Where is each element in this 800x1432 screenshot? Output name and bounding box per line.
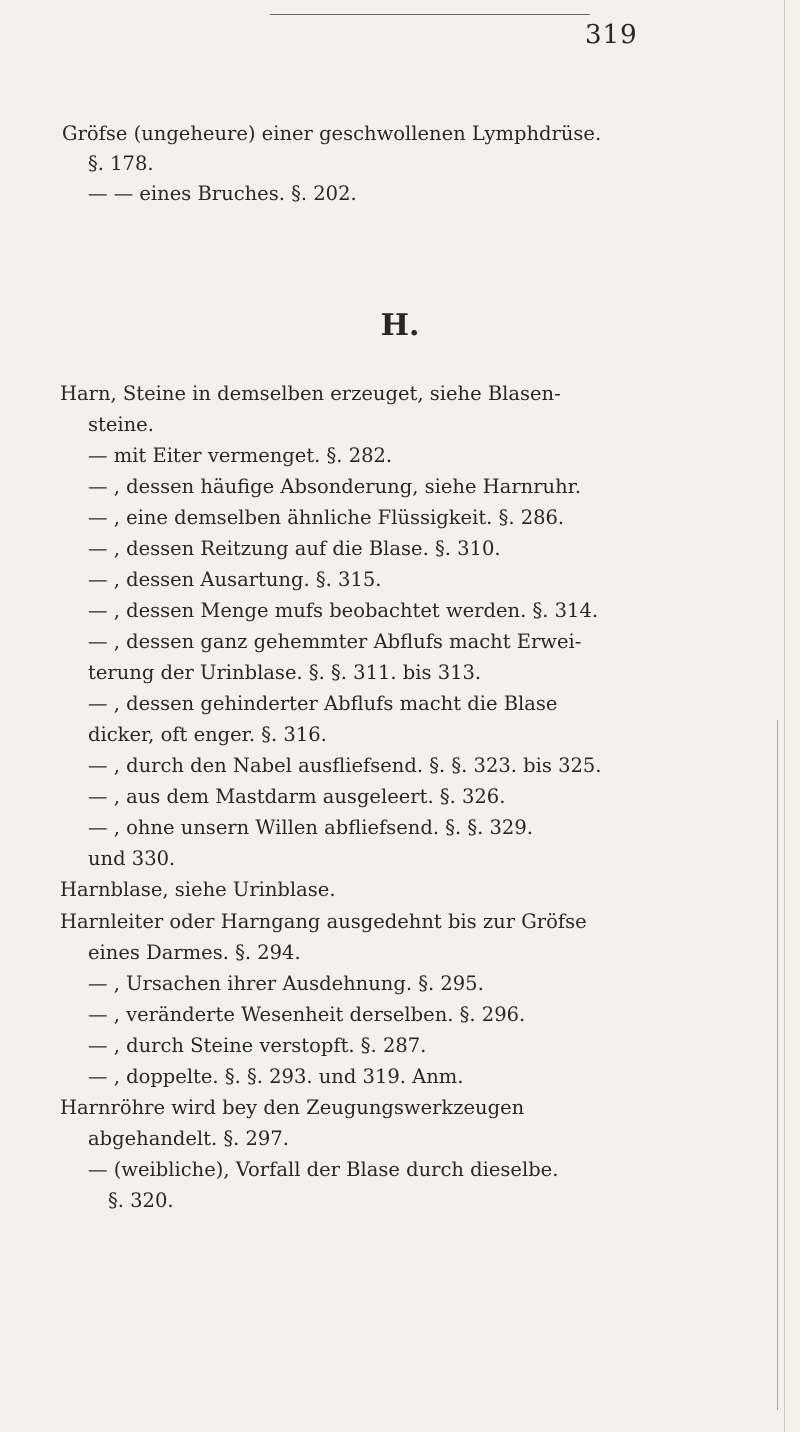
index-line: — , durch Steine verstopft. §. 287. xyxy=(88,1034,427,1057)
index-line: — , eine demselben ähnliche Flüssigkeit. §. 286. xyxy=(88,506,565,529)
index-line: terung der Urinblase. §. §. 311. bis 313. xyxy=(88,661,482,684)
index-entry: Harnblase, siehe Urinblase. xyxy=(60,878,336,901)
index-line: dicker, oft enger. §. 316. xyxy=(88,723,327,746)
index-line: — , veränderte Wesenheit derselben. §. 296. xyxy=(88,1003,526,1026)
index-line: — mit Eiter vermenget. §. 282. xyxy=(88,444,393,467)
index-line: — — eines Bruches. §. 202. xyxy=(88,182,357,205)
index-line: — (weibliche), Vorfall der Blase durch dieselbe. xyxy=(88,1158,559,1181)
index-line: — , dessen Reitzung auf die Blase. §. 310. xyxy=(88,537,501,560)
page-edge-shadow xyxy=(777,720,778,1410)
index-line: §. 320. xyxy=(108,1189,174,1212)
index-line: eines Darmes. §. 294. xyxy=(88,941,301,964)
index-line: steine. xyxy=(88,413,154,436)
section-letter: H. xyxy=(380,308,420,343)
index-line: abgehandelt. §. 297. xyxy=(88,1127,289,1150)
index-line: Gröfse (ungeheure) einer geschwollenen Lymphdrüse. xyxy=(62,122,602,145)
index-line: — , dessen Ausartung. §. 315. xyxy=(88,568,382,591)
index-entry: Harn, Steine in demselben erzeuget, siehe Blasen- xyxy=(60,382,561,405)
index-entry: Harnröhre wird bey den Zeugungswerkzeugen xyxy=(60,1096,525,1119)
index-line: — , dessen häufige Absonderung, siehe Harnruhr. xyxy=(88,475,582,498)
index-line: — , durch den Nabel ausfliefsend. §. §. 323. bis 325. xyxy=(88,754,602,777)
page-edge xyxy=(784,0,785,1432)
index-line: §. 178. xyxy=(88,152,154,175)
index-line: — , Ursachen ihrer Ausdehnung. §. 295. xyxy=(88,972,484,995)
index-entry: Harnleiter oder Harngang ausgedehnt bis zur Gröfse xyxy=(60,910,587,933)
index-line: — , aus dem Mastdarm ausgeleert. §. 326. xyxy=(88,785,506,808)
index-line: — , dessen ganz gehemmter Abflufs macht Erwei- xyxy=(88,630,582,653)
page-number: 319 xyxy=(585,20,638,50)
index-line: — , dessen gehinderter Abflufs macht die Blase xyxy=(88,692,558,715)
index-line: und 330. xyxy=(88,847,176,870)
index-line: — , dessen Menge mufs beobachtet werden. §. 314. xyxy=(88,599,599,622)
header-rule xyxy=(270,14,590,15)
index-line: — , ohne unsern Willen abfliefsend. §. §. 329. xyxy=(88,816,533,839)
index-line: — , doppelte. §. §. 293. und 319. Anm. xyxy=(88,1065,464,1088)
